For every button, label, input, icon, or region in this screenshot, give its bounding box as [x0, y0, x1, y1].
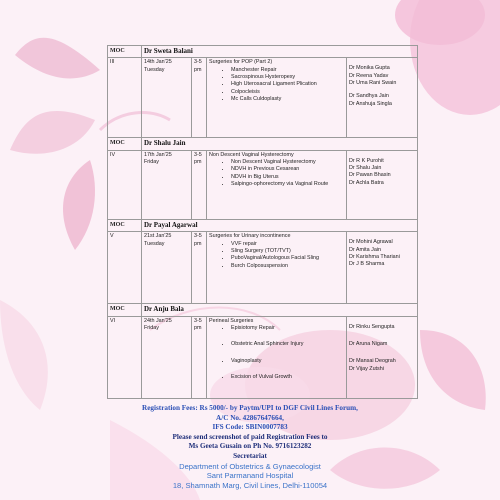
faculty-name: Dr Monika Gupta — [349, 65, 390, 72]
moc-row — [108, 219, 418, 231]
session-topic — [207, 316, 347, 398]
topic-list — [209, 159, 344, 188]
session-row — [108, 150, 418, 219]
topic-title: Surgeries for POP (Part 2) — [209, 59, 273, 66]
session-time — [192, 150, 207, 219]
faculty-name: Dr Vijay Zutshi — [349, 365, 384, 372]
session-date — [142, 58, 192, 138]
session-number: III — [108, 58, 142, 138]
date-text: 17th Jan'25 — [144, 151, 172, 158]
session-time — [192, 316, 207, 398]
send-line: Please send screenshot of paid Registration Fees to — [172, 432, 328, 441]
time-unit: pm — [194, 325, 202, 332]
session-row — [108, 232, 418, 304]
time-unit: pm — [194, 240, 202, 247]
session-number: VI — [108, 316, 142, 398]
secretariat-line: Secretariat — [233, 451, 267, 460]
session-row — [108, 58, 418, 138]
faculty-list — [347, 150, 418, 219]
fees-line: Registration Fees: Rs 5000/- by Paytm/UPI to DGF Civil Lines Forum, — [142, 404, 358, 412]
session-topic — [207, 232, 347, 304]
topic-item: • Non Descent Vaginal Hysterectomy — [231, 159, 344, 166]
time-text: 3-5 — [194, 151, 202, 158]
topic-item: • Mc Calls Culdoplasty — [231, 96, 344, 103]
account-line: A/C No. 42867647664, — [216, 413, 284, 422]
time-unit: pm — [194, 66, 202, 73]
topic-item: • Burch Colposuspension — [231, 263, 344, 270]
time-text: 3-5 — [194, 317, 202, 324]
topic-list — [209, 67, 344, 103]
time-unit: pm — [194, 159, 202, 166]
session-number: IV — [108, 150, 142, 219]
time-text: 3-5 — [194, 233, 202, 240]
date-text: 24th Jan'25 — [144, 317, 172, 324]
session-topic — [207, 58, 347, 138]
moc-label: MOC — [108, 304, 142, 316]
session-row — [108, 316, 418, 398]
moderator-name: Dr Anju Bala — [142, 304, 418, 316]
faculty-list — [347, 232, 418, 304]
moc-label: MOC — [108, 46, 142, 58]
topic-item: • Manchester Repair — [231, 67, 344, 74]
topic-item: • Salpingo-ophorectomy via Vaginal Route — [231, 181, 344, 188]
topic-item: • Obstetric Anal Sphincter Injury — [231, 341, 344, 348]
date-text: 14th Jan'25 — [144, 59, 172, 66]
address-line: 18, Shamnath Marg, Civil Lines, Delhi-110054 — [172, 480, 328, 490]
topic-item: • Vaginoplasty — [231, 358, 344, 365]
session-number: V — [108, 232, 142, 304]
topic-item: • NDVH in Big Uterus — [231, 174, 344, 181]
moc-label: MOC — [108, 219, 142, 231]
ifsc-line: IFS Code: SBIN0007783 — [212, 423, 288, 432]
moc-row — [108, 138, 418, 150]
schedule-table — [107, 45, 418, 399]
session-date — [142, 232, 192, 304]
topic-title: Non Descent Vaginal Hysterectomy — [209, 151, 294, 158]
topic-item: • High Uterosacral Ligament Plication — [231, 81, 344, 88]
moc-row — [108, 304, 418, 316]
day-text: Friday — [144, 159, 159, 166]
topic-item: • NDVH in Previous Cesarean — [231, 166, 344, 173]
topic-item: • PuboVaginal/Autologous Facial Sling — [231, 255, 344, 262]
faculty-name: Dr Amita Jain — [349, 246, 382, 253]
topic-item: • Sacrospinous Hysteropexy — [231, 74, 344, 81]
session-date — [142, 150, 192, 219]
topic-item: • Episiotomy Repair — [231, 325, 344, 332]
faculty-name: Dr Mohini Agrawal — [349, 239, 393, 246]
faculty-name: Dr Karishma Thariani — [349, 253, 400, 260]
topic-item: • Sling Surgery (TOT/TVT) — [231, 248, 344, 255]
moderator-name: Dr Shalu Jain — [142, 138, 418, 150]
faculty-list — [347, 58, 418, 138]
day-text: Tuesday — [144, 66, 165, 73]
department-line: Department of Obstetrics & Gynaecologist — [179, 461, 321, 471]
faculty-name: Dr Mansai Deograh — [349, 358, 396, 365]
session-time — [192, 232, 207, 304]
faculty-name: Dr Achla Batra — [349, 179, 384, 186]
topic-list — [209, 325, 344, 381]
time-text: 3-5 — [194, 59, 202, 66]
day-text: Tuesday — [144, 240, 165, 247]
faculty-name: Dr Anshuja Singla — [349, 100, 392, 107]
faculty-name: Dr Pawan Bhasin — [349, 172, 391, 179]
topic-item: • Excision of Vulval Growth — [231, 374, 344, 381]
moderator-name: Dr Sweta Balani — [142, 46, 418, 58]
faculty-name: Dr Reena Yadav — [349, 72, 389, 79]
faculty-list — [347, 316, 418, 398]
faculty-name: Dr Aruna Nigam — [349, 341, 388, 348]
faculty-name: Dr R K Purohit — [349, 157, 384, 164]
topic-title: Surgeries for Urinary incontinence — [209, 233, 291, 240]
registration-footer — [100, 404, 400, 490]
faculty-name: Dr Rinku Sengupta — [349, 323, 395, 330]
faculty-name: Dr J B Sharma — [349, 261, 385, 268]
faculty-name: Dr Sandhya Jain — [349, 93, 389, 100]
moc-row — [108, 46, 418, 58]
date-text: 21st Jan'25 — [144, 233, 172, 240]
topic-item: • Colpocleisis — [231, 89, 344, 96]
contact-line: Ms Geeta Gusain on Ph No. 9716123282 — [188, 442, 312, 451]
topic-item: • VVF repair — [231, 241, 344, 248]
topic-title: Perineal Surgeries — [209, 317, 254, 324]
moc-label: MOC — [108, 138, 142, 150]
faculty-name: Dr Shalu Jain — [349, 165, 382, 172]
hospital-line: Sant Parmanand Hospital — [206, 471, 294, 481]
session-time — [192, 58, 207, 138]
session-topic — [207, 150, 347, 219]
topic-list — [209, 241, 344, 270]
session-date — [142, 316, 192, 398]
moderator-name: Dr Payal Agarwal — [142, 219, 418, 231]
faculty-name: Dr Uma Rani Swain — [349, 80, 397, 87]
day-text: Friday — [144, 325, 159, 332]
